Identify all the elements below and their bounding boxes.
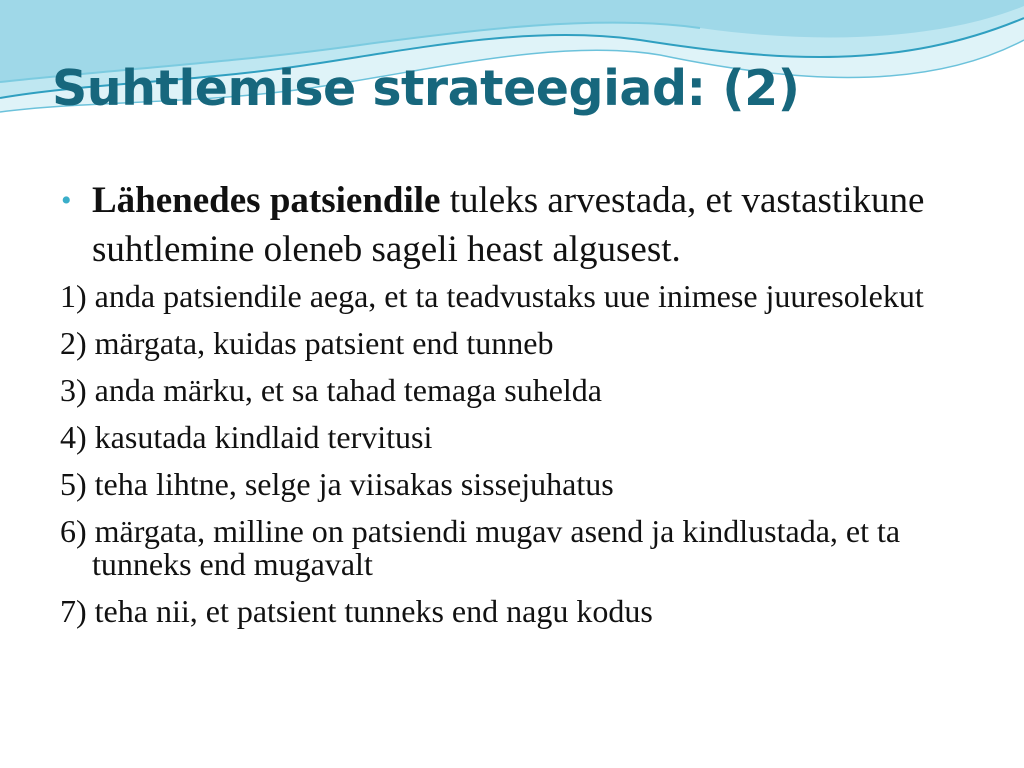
list-item: 2) märgata, kuidas patsient end tunneb bbox=[60, 325, 554, 361]
list-item: 7) teha nii, et patsient tunneks end nagu kodus bbox=[60, 593, 653, 629]
intro-bullet bbox=[60, 176, 980, 274]
list-item: 5) teha lihtne, selge ja viisakas sissejuhatus bbox=[60, 466, 614, 502]
intro-bold-text: Lähenedes patsiendile bbox=[92, 180, 441, 221]
list-item: 1) anda patsiendile aega, et ta teadvustaks uue inimese juuresolekut bbox=[60, 278, 924, 314]
slide-body bbox=[60, 176, 980, 642]
list-item: 3) anda märku, et sa tahad temaga suhelda bbox=[60, 372, 602, 408]
list-item: 6) märgata, milline on patsiendi mugav asend ja kindlustada, et ta tunneks end mugavalt bbox=[60, 513, 901, 582]
list-item: 4) kasutada kindlaid tervitusi bbox=[60, 419, 433, 455]
strategy-list bbox=[60, 280, 980, 628]
bullet-icon: • bbox=[61, 184, 72, 217]
slide-title: Suhtlemise strateegiad: (2) bbox=[52, 60, 800, 117]
intro-text: tuleks arvestada, et vastastikune suhtlemine oleneb sageli heast algusest. bbox=[92, 180, 925, 270]
